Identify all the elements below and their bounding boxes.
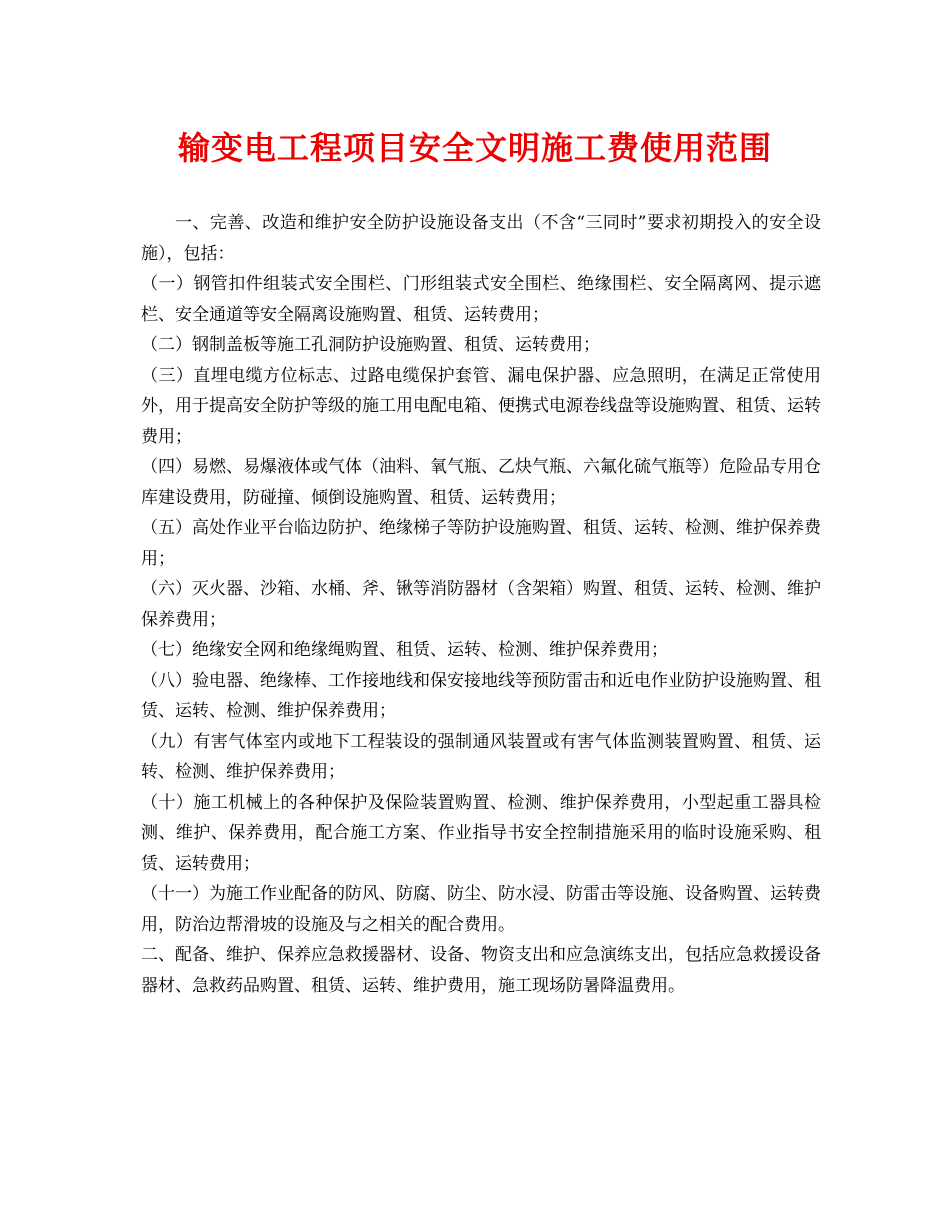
paragraph-item-11: （十一）为施工作业配备的防风、防腐、防尘、防水浸、防雷击等设施、设备购置、运转费用，防治边帮滑坡的设施及与之相关的配合费用。	[141, 884, 821, 935]
paragraph-item-4: （四）易燃、易爆液体或气体（油料、氧气瓶、乙炔气瓶、六氟化硫气瓶等）危险品专用仓库建设费用，防碰撞、倾倒设施购置、租赁、运转费用；	[141, 457, 821, 508]
document-body	[141, 208, 821, 1001]
paragraph-item-3: （三）直埋电缆方位标志、过路电缆保护套管、漏电保护器、应急照明，在满足正常使用外，用于提高安全防护等级的施工用电配电箱、便携式电源卷线盘等设施购置、租赁、运转费用；	[141, 365, 821, 447]
paragraph-item-10: （十）施工机械上的各种保护及保险装置购置、检测、维护保养费用，小型起重工器具检测、维护、保养费用，配合施工方案、作业指导书安全控制措施采用的临时设施采购、租赁、运转费用；	[141, 792, 821, 874]
paragraph-item-7: （七）绝缘安全网和绝缘绳购置、租赁、运转、检测、维护保养费用；	[141, 640, 668, 660]
paragraph-item-8: （八）验电器、绝缘棒、工作接地线和保安接地线等预防雷击和近电作业防护设施购置、租赁、运转、检测、维护保养费用；	[141, 670, 821, 721]
paragraph-section-1-intro: 一、完善、改造和维护安全防护设施设备支出（不含“三同时”要求初期投入的安全设施），包括：	[141, 213, 821, 264]
paragraph-item-5: （五）高处作业平台临边防护、绝缘梯子等防护设施购置、租赁、运转、检测、维护保养费用；	[141, 518, 821, 569]
paragraph-item-9: （九）有害气体室内或地下工程装设的强制通风装置或有害气体监测装置购置、租赁、运转、检测、维护保养费用；	[141, 731, 821, 782]
paragraph-section-2: 二、配备、维护、保养应急救援器材、设备、物资支出和应急演练支出，包括应急救援设备器材、急救药品购置、租赁、运转、维护费用，施工现场防暑降温费用。	[141, 945, 821, 996]
paragraph-item-1: （一）钢管扣件组装式安全围栏、门形组装式安全围栏、绝缘围栏、安全隔离网、提示遮栏、安全通道等安全隔离设施购置、租赁、运转费用；	[141, 274, 821, 325]
paragraph-item-2: （二）钢制盖板等施工孔洞防护设施购置、租赁、运转费用；	[141, 335, 600, 355]
paragraph-item-6: （六）灭火器、沙箱、水桶、斧、锹等消防器材（含架箱）购置、租赁、运转、检测、维护保养费用；	[141, 579, 821, 630]
document-title: 输变电工程项目安全文明施工费使用范围	[177, 129, 772, 167]
